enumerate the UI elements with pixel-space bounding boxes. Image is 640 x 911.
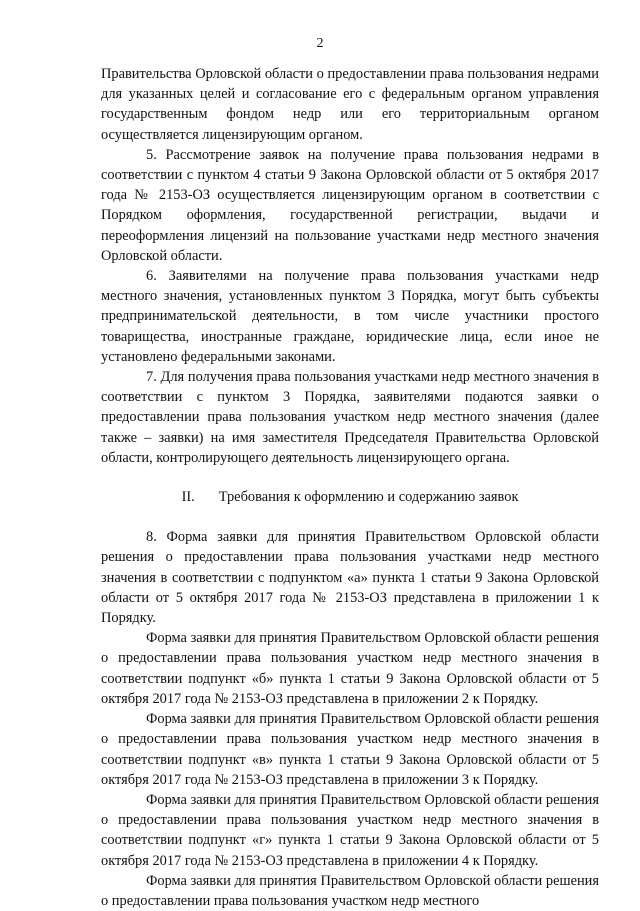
paragraph-5: 5. Рассмотрение заявок на получение права пользования недрами в соответствии с пунктом 4 статьи 9 Закона Орловской области от 5 октября 2017 года № 2153-ОЗ осуществляется лицензирующим органом в соответствии с Порядком оформления, государственной регистрации, выдачи и переоформления лицензий на пользование участками недр местного значения Орловской области. [101, 146, 599, 264]
paragraph-form-truncated: Форма заявки для принятия Правительством Орловской области решения о предоставлении права пользования участком недр местного [101, 872, 599, 909]
document-body [101, 64, 599, 911]
paragraph-form-appendix-4: Форма заявки для принятия Правительством Орловской области решения о предоставлении права пользования участком недр местного значения в соответствии подпункт «г» пункта 1 статьи 9 Закона Орловской области от 5 октября 2017 года № 2153-ОЗ представлена в приложении 4 к Порядку. [101, 791, 599, 869]
paragraph-7: 7. Для получения права пользования участками недр местного значения в соответствии с пунктом 3 Порядка, заявителями подаются заявки о предоставлении права пользования участком недр местного значения (далее также – заявки) на имя заместителя Председателя Правительства Орловской области, контролирующего деятельность лицензирующего органа. [101, 369, 599, 466]
section-number: II. [181, 489, 195, 506]
page-number: 2 [316, 36, 324, 51]
section-title: Требования к оформлению и содержанию заявок [218, 489, 519, 506]
paragraph-8: 8. Форма заявки для принятия Правительством Орловской области решения о предоставлении права пользования участками недр местного значения в соответствии с подпунктом «а» пункта 1 статьи 9 Закона Орловской области от 5 октября 2017 года № 2153-ОЗ представлена в приложении 1 к Порядку. [101, 529, 599, 627]
paragraph-6: 6. Заявителями на получение права пользования участками недр местного значения, установленных пунктом 3 Порядка, могут быть субъекты предпринимательской деятельности, в том числе участники простого товарищества, иностранные граждане, юридические лица, если иное не установлено федеральными законами. [101, 268, 599, 365]
paragraph-continuation: Правительства Орловской области о предоставлении права пользования недрами для указанных целей и согласование его с федеральным органом управления государственным фондом недр или его территориальным органом осуществляется лицензирующим органом. [101, 66, 599, 143]
paragraph-form-appendix-2: Форма заявки для принятия Правительством Орловской области решения о предоставлении права пользования участком недр местного значения в соответствии подпункт «б» пункта 1 статьи 9 Закона Орловской области от 5 октября 2017 года № 2153-ОЗ представлена в приложении 2 к Порядку. [101, 630, 599, 707]
section-heading [101, 487, 599, 507]
paragraph-form-appendix-3: Форма заявки для принятия Правительством Орловской области решения о предоставлении права пользования участком недр местного значения в соответствии подпункт «в» пункта 1 статьи 9 Закона Орловской области от 5 октября 2017 года № 2153-ОЗ представлена в приложении 3 к Порядку. [101, 711, 599, 788]
